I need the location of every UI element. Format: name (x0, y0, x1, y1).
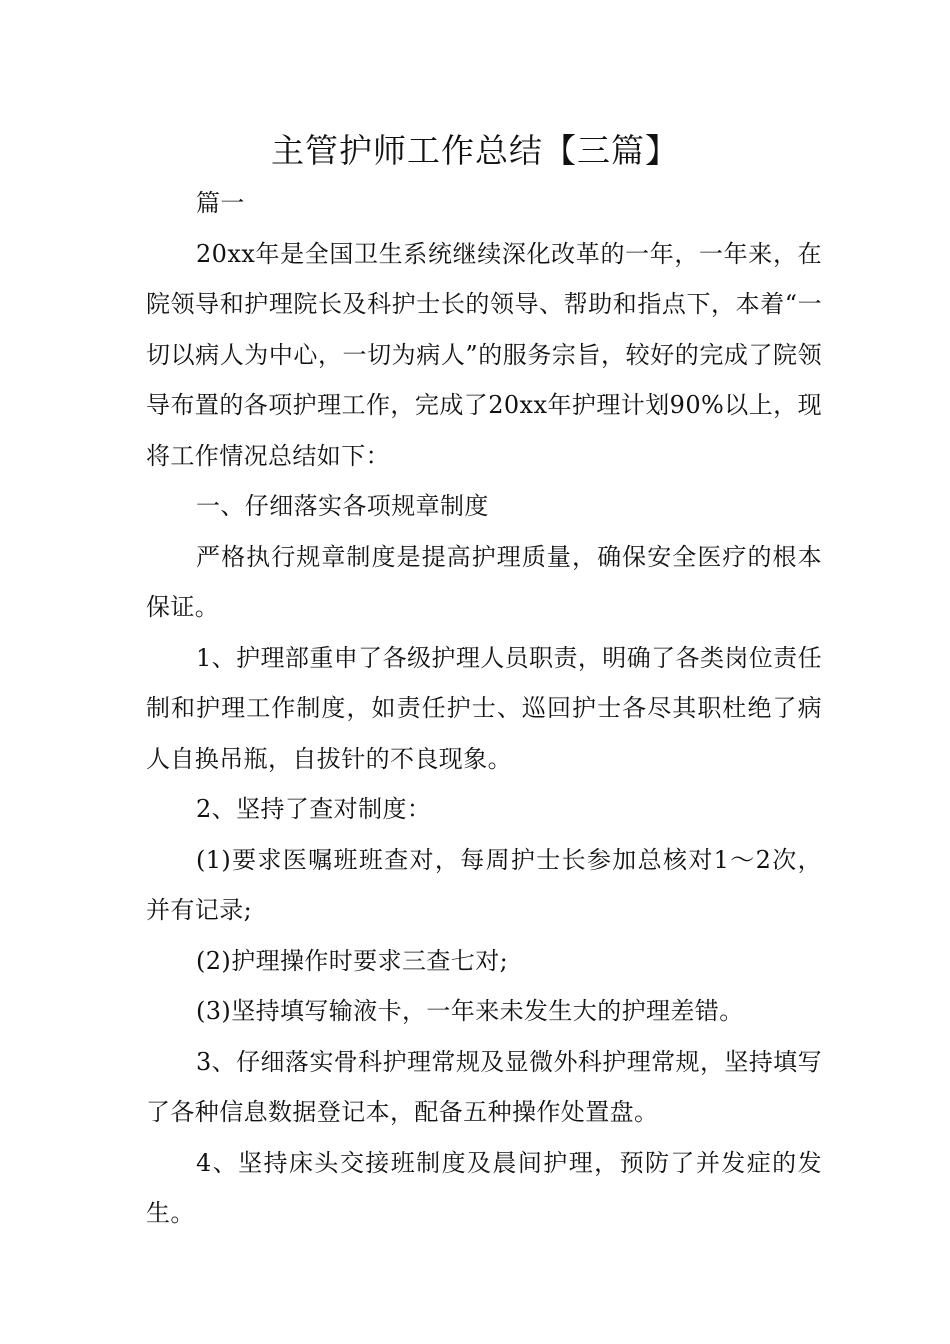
paragraph-intro: 20xx年是全国卫生系统继续深化改革的一年，一年来，在院领导和护理院长及科护士长的领导、帮助和指点下，本着“一切以病人为中心，一切为病人”的服务宗旨，较好的完成了院领导布置的各项护理工作，完成了20xx年护理计划90%以上，现将工作情况总结如下： (146, 239, 822, 470)
section-label: 篇一 (196, 189, 245, 217)
paragraph: 1、护理部重申了各级护理人员职责，明确了各类岗位责任制和护理工作制度，如责任护士、巡回护士各尽其职杜绝了病人自换吊瓶，自拔针的不良现象。 (146, 643, 822, 773)
paragraph: (1)要求医嘱班班查对，每周护士长参加总核对1～2次，并有记录; (146, 845, 822, 924)
document-body (146, 178, 822, 1239)
paragraph: 2、坚持了查对制度： (196, 795, 432, 823)
paragraph: 严格执行规章制度是提高护理质量，确保安全医疗的根本保证。 (146, 542, 822, 621)
paragraph: 3、仔细落实骨科护理常规及显微外科护理常规，坚持填写了各种信息数据登记本，配备五种操作处置盘。 (146, 1047, 822, 1126)
paragraph: (3)坚持填写输液卡，一年来未发生大的护理差错。 (196, 997, 744, 1025)
paragraph: 4、坚持床头交接班制度及晨间护理，预防了并发症的发生。 (146, 1148, 822, 1227)
document-title: 主管护师工作总结【三篇】 (271, 131, 679, 170)
paragraph: (2)护理操作时要求三查七对; (196, 946, 509, 975)
section-heading: 一、仔细落实各项规章制度 (196, 492, 489, 520)
